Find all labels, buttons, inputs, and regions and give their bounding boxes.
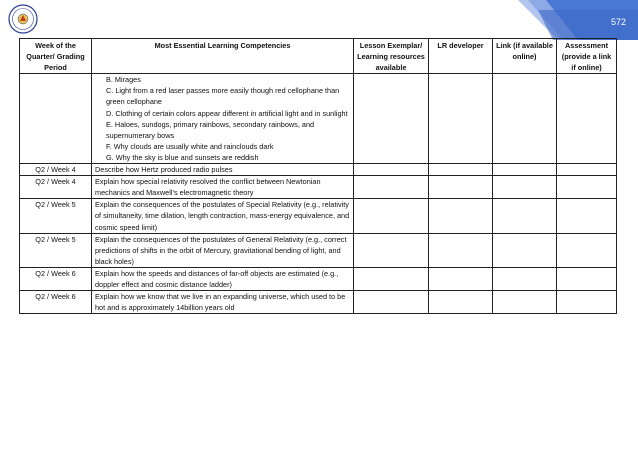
competency-cell: Explain how the speeds and distances of far-off objects are estimated (e.g., doppler effect and cosmic distance ladder) bbox=[92, 267, 354, 290]
competency-cell: Explain how we know that we live in an expanding universe, which used to be hot and is approximately 14billion years old bbox=[92, 291, 354, 314]
lr-developer-cell bbox=[429, 233, 493, 267]
table-row bbox=[20, 267, 617, 290]
column-header-link: Link (if available online) bbox=[493, 39, 557, 74]
assessment-cell bbox=[557, 233, 617, 267]
list-item: B. Mirages bbox=[106, 75, 141, 85]
week-cell bbox=[20, 74, 92, 164]
assessment-cell bbox=[557, 199, 617, 233]
list-item: D. Clothing of certain colors appear different in artificial light and in sunlight bbox=[106, 108, 348, 118]
column-header-competencies: Most Essential Learning Competencies bbox=[92, 39, 354, 74]
list-item: E. Haloes, sundogs, primary rainbows, secondary rainbows, and supernumerary bows bbox=[106, 119, 315, 140]
assessment-cell bbox=[557, 74, 617, 164]
link-cell bbox=[493, 291, 557, 314]
link-cell bbox=[493, 199, 557, 233]
competency-cell: Describe how Hertz produced radio pulses bbox=[92, 164, 354, 176]
table-row-continuation bbox=[20, 74, 617, 164]
lr-developer-cell bbox=[429, 164, 493, 176]
table-header-row bbox=[20, 39, 617, 74]
lr-developer-cell bbox=[429, 199, 493, 233]
week-cell: Q2 / Week 4 bbox=[20, 176, 92, 199]
lesson-cell bbox=[354, 199, 429, 233]
table-row bbox=[20, 291, 617, 314]
table-row bbox=[20, 164, 617, 176]
lesson-cell bbox=[354, 291, 429, 314]
week-cell: Q2 / Week 6 bbox=[20, 291, 92, 314]
list-item: C. Light from a red laser passes more easily though red cellophane than green cellophane bbox=[106, 86, 340, 107]
lr-developer-cell bbox=[429, 291, 493, 314]
column-header-week: Week of the Quarter/ Grading Period bbox=[20, 39, 92, 74]
lr-developer-cell bbox=[429, 74, 493, 164]
link-cell bbox=[493, 267, 557, 290]
deped-seal-icon bbox=[8, 4, 38, 34]
week-cell: Q2 / Week 5 bbox=[20, 199, 92, 233]
competency-cell: Explain the consequences of the postulates of Special Relativity (e.g., relativity of simultaneity, time dilation, length contraction, mass-energy equivalence, and cosmic speed limit) bbox=[92, 199, 354, 233]
page-number: 572 bbox=[610, 17, 626, 27]
competency-table bbox=[19, 38, 617, 314]
lesson-cell bbox=[354, 74, 429, 164]
column-header-lesson-exemplar: Lesson Exemplar/ Learning resources available bbox=[354, 39, 429, 74]
lr-developer-cell bbox=[429, 176, 493, 199]
continuation-cell bbox=[92, 74, 354, 164]
lr-developer-cell bbox=[429, 267, 493, 290]
lesson-cell bbox=[354, 233, 429, 267]
lesson-cell bbox=[354, 267, 429, 290]
table-row bbox=[20, 199, 617, 233]
week-cell: Q2 / Week 5 bbox=[20, 233, 92, 267]
column-header-assessment: Assessment (provide a link if online) bbox=[557, 39, 617, 74]
list-item: F. Why clouds are usually white and rainclouds dark bbox=[106, 141, 274, 151]
assessment-cell bbox=[557, 267, 617, 290]
week-cell: Q2 / Week 6 bbox=[20, 267, 92, 290]
week-cell: Q2 / Week 4 bbox=[20, 164, 92, 176]
table-row bbox=[20, 233, 617, 267]
lesson-cell bbox=[354, 176, 429, 199]
assessment-cell bbox=[557, 176, 617, 199]
assessment-cell bbox=[557, 164, 617, 176]
competency-cell: Explain the consequences of the postulates of General Relativity (e.g., correct predictions of shifts in the orbit of Mercury, gravitational bending of light, and black holes) bbox=[92, 233, 354, 267]
list-item: G. Why the sky is blue and sunsets are reddish bbox=[106, 152, 259, 162]
competency-cell: Explain how special relativity resolved the conflict between Newtonian mechanics and Maxwell’s electromagnetic theory bbox=[92, 176, 354, 199]
lesson-cell bbox=[354, 164, 429, 176]
table-row bbox=[20, 176, 617, 199]
assessment-cell bbox=[557, 291, 617, 314]
link-cell bbox=[493, 233, 557, 267]
link-cell bbox=[493, 176, 557, 199]
link-cell bbox=[493, 164, 557, 176]
link-cell bbox=[493, 74, 557, 164]
column-header-lr-developer: LR developer bbox=[429, 39, 493, 74]
